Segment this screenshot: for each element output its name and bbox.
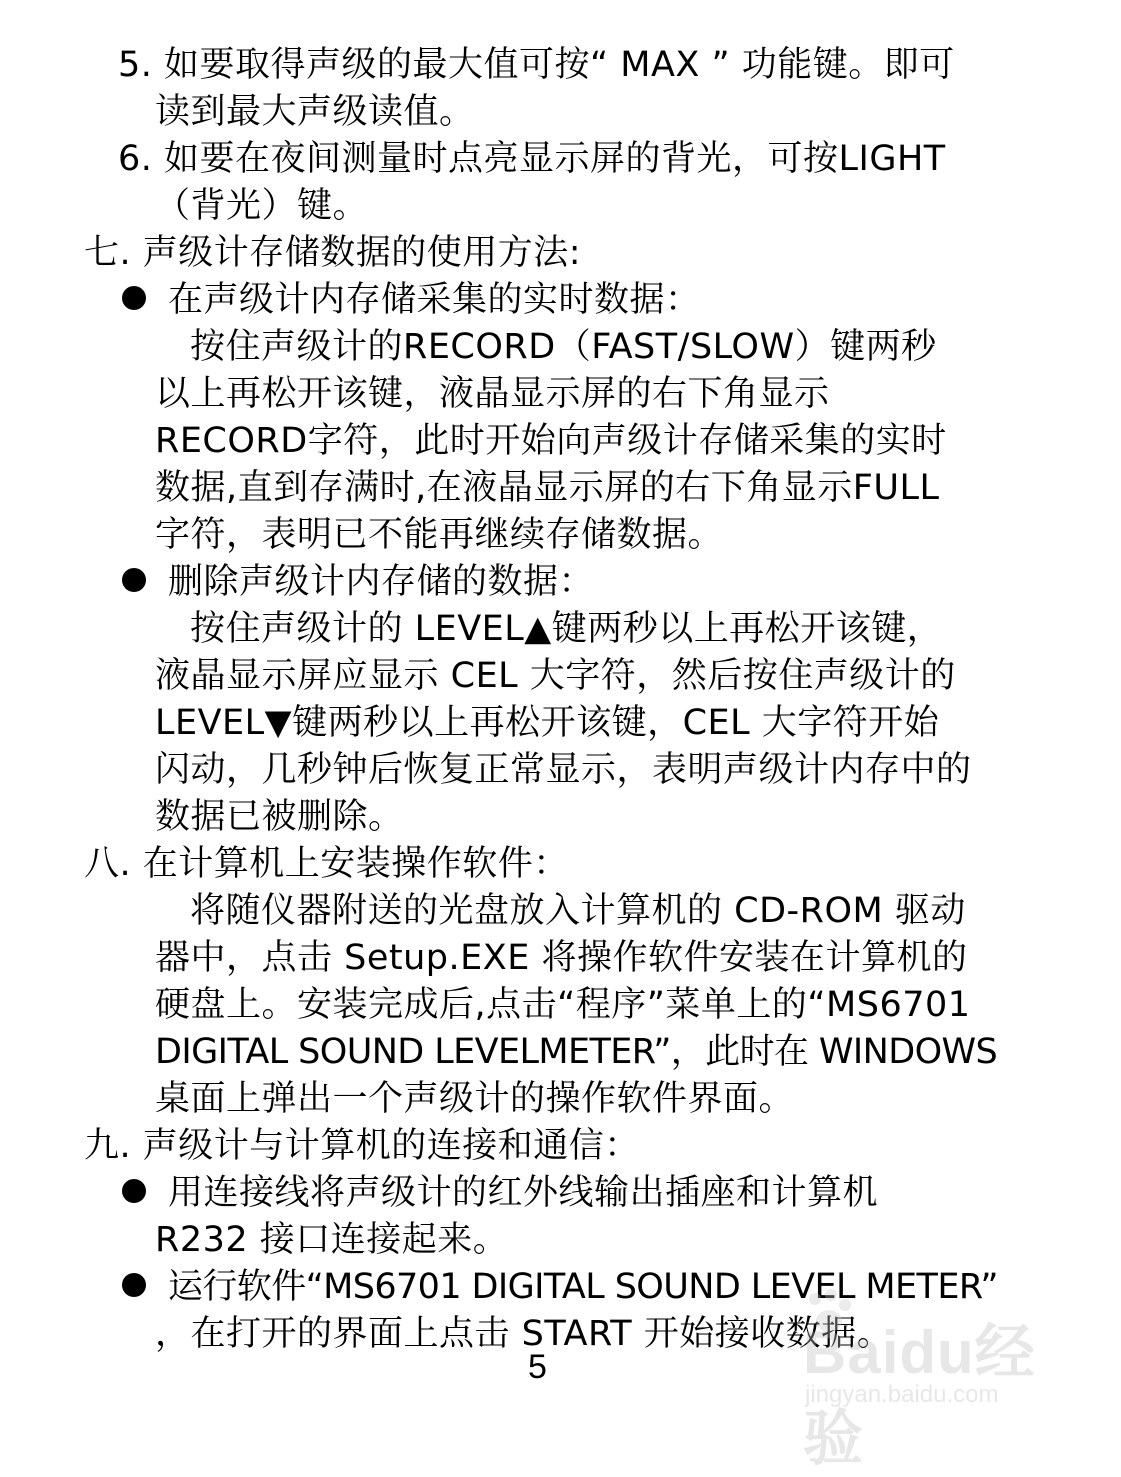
line-5-cont: 读到最大声级读值。: [155, 92, 475, 132]
section-7-heading: 七. 声级计存储数据的使用方法:: [84, 233, 582, 273]
page-number: 5: [528, 1348, 547, 1386]
watermark-url: jingyan.baidu.com: [805, 1381, 999, 1408]
bullet-icon: [122, 1179, 146, 1203]
bullet-item-store: [122, 277, 701, 323]
paragraph-line: 将随仪器附送的光盘放入计算机的 CD-ROM 驱动: [190, 891, 966, 931]
paragraph-line: 字符，表明已不能再继续存储数据。: [155, 515, 724, 555]
paragraph-line: LEVEL▼键两秒以上再松开该键，CEL 大字符开始: [155, 703, 940, 743]
bullet-label: 运行软件“MS6701 DIGITAL SOUND LEVEL METER”: [168, 1267, 998, 1307]
paragraph-line: DIGITAL SOUND LEVELMETER”，此时在 WINDOWS: [155, 1032, 998, 1072]
bullet-label: 用连接线将声级计的红外线输出插座和计算机: [168, 1173, 879, 1213]
bullet-item-delete: [122, 559, 594, 605]
paragraph-line: 器中，点击 Setup.EXE 将操作软件安装在计算机的: [155, 938, 968, 978]
paragraph-line: 闪动，几秒钟后恢复正常显示，表明声级计内存中的: [155, 750, 972, 790]
paragraph-line: 硬盘上。安装完成后,点击“程序”菜单上的“MS6701: [155, 985, 971, 1025]
paragraph-line: 液晶显示屏应显示 CEL 大字符，然后按住声级计的: [155, 656, 956, 696]
paragraph-line: 按住声级计的 LEVEL▲键两秒以上再松开该键，: [190, 609, 943, 649]
paragraph-line: 数据已被删除。: [155, 797, 404, 837]
paragraph-line: R232 接口连接起来。: [155, 1220, 509, 1260]
paragraph-line: RECORD字符，此时开始向声级计存储采集的实时: [155, 421, 947, 461]
paragraph-line: 数据,直到存满时,在液晶显示屏的右下角显示FULL: [155, 468, 940, 508]
paragraph-line: 桌面上弹出一个声级计的操作软件界面。: [155, 1079, 795, 1119]
bullet-icon: [122, 286, 146, 310]
line-6-light: 6. 如要在夜间测量时点亮显示屏的背光，可按LIGHT: [118, 139, 946, 179]
line-6-cont: （背光）键。: [155, 186, 369, 226]
paragraph-line: ，在打开的界面上点击 START 开始接收数据。: [155, 1314, 893, 1354]
paragraph-line: 以上再松开该键，液晶显示屏的右下角显示: [155, 374, 830, 414]
bullet-icon: [122, 1273, 146, 1297]
bullet-icon: [122, 568, 146, 592]
line-5-max: 5. 如要取得声级的最大值可按“ MAX ” 功能键。即可: [118, 45, 955, 85]
section-9-heading: 九. 声级计与计算机的连接和通信：: [84, 1126, 640, 1166]
bullet-item-connect: [122, 1170, 878, 1216]
watermark-brand: Baidu经验: [803, 1319, 1036, 1472]
section-8-heading: 八. 在计算机上安装操作软件：: [84, 844, 569, 884]
bullet-label: 删除声级计内存储的数据：: [168, 562, 595, 602]
paragraph-line: 按住声级计的RECORD（FAST/SLOW）键两秒: [190, 327, 937, 367]
watermark: [795, 1285, 1095, 1472]
bullet-label: 在声级计内存储采集的实时数据：: [168, 280, 701, 320]
